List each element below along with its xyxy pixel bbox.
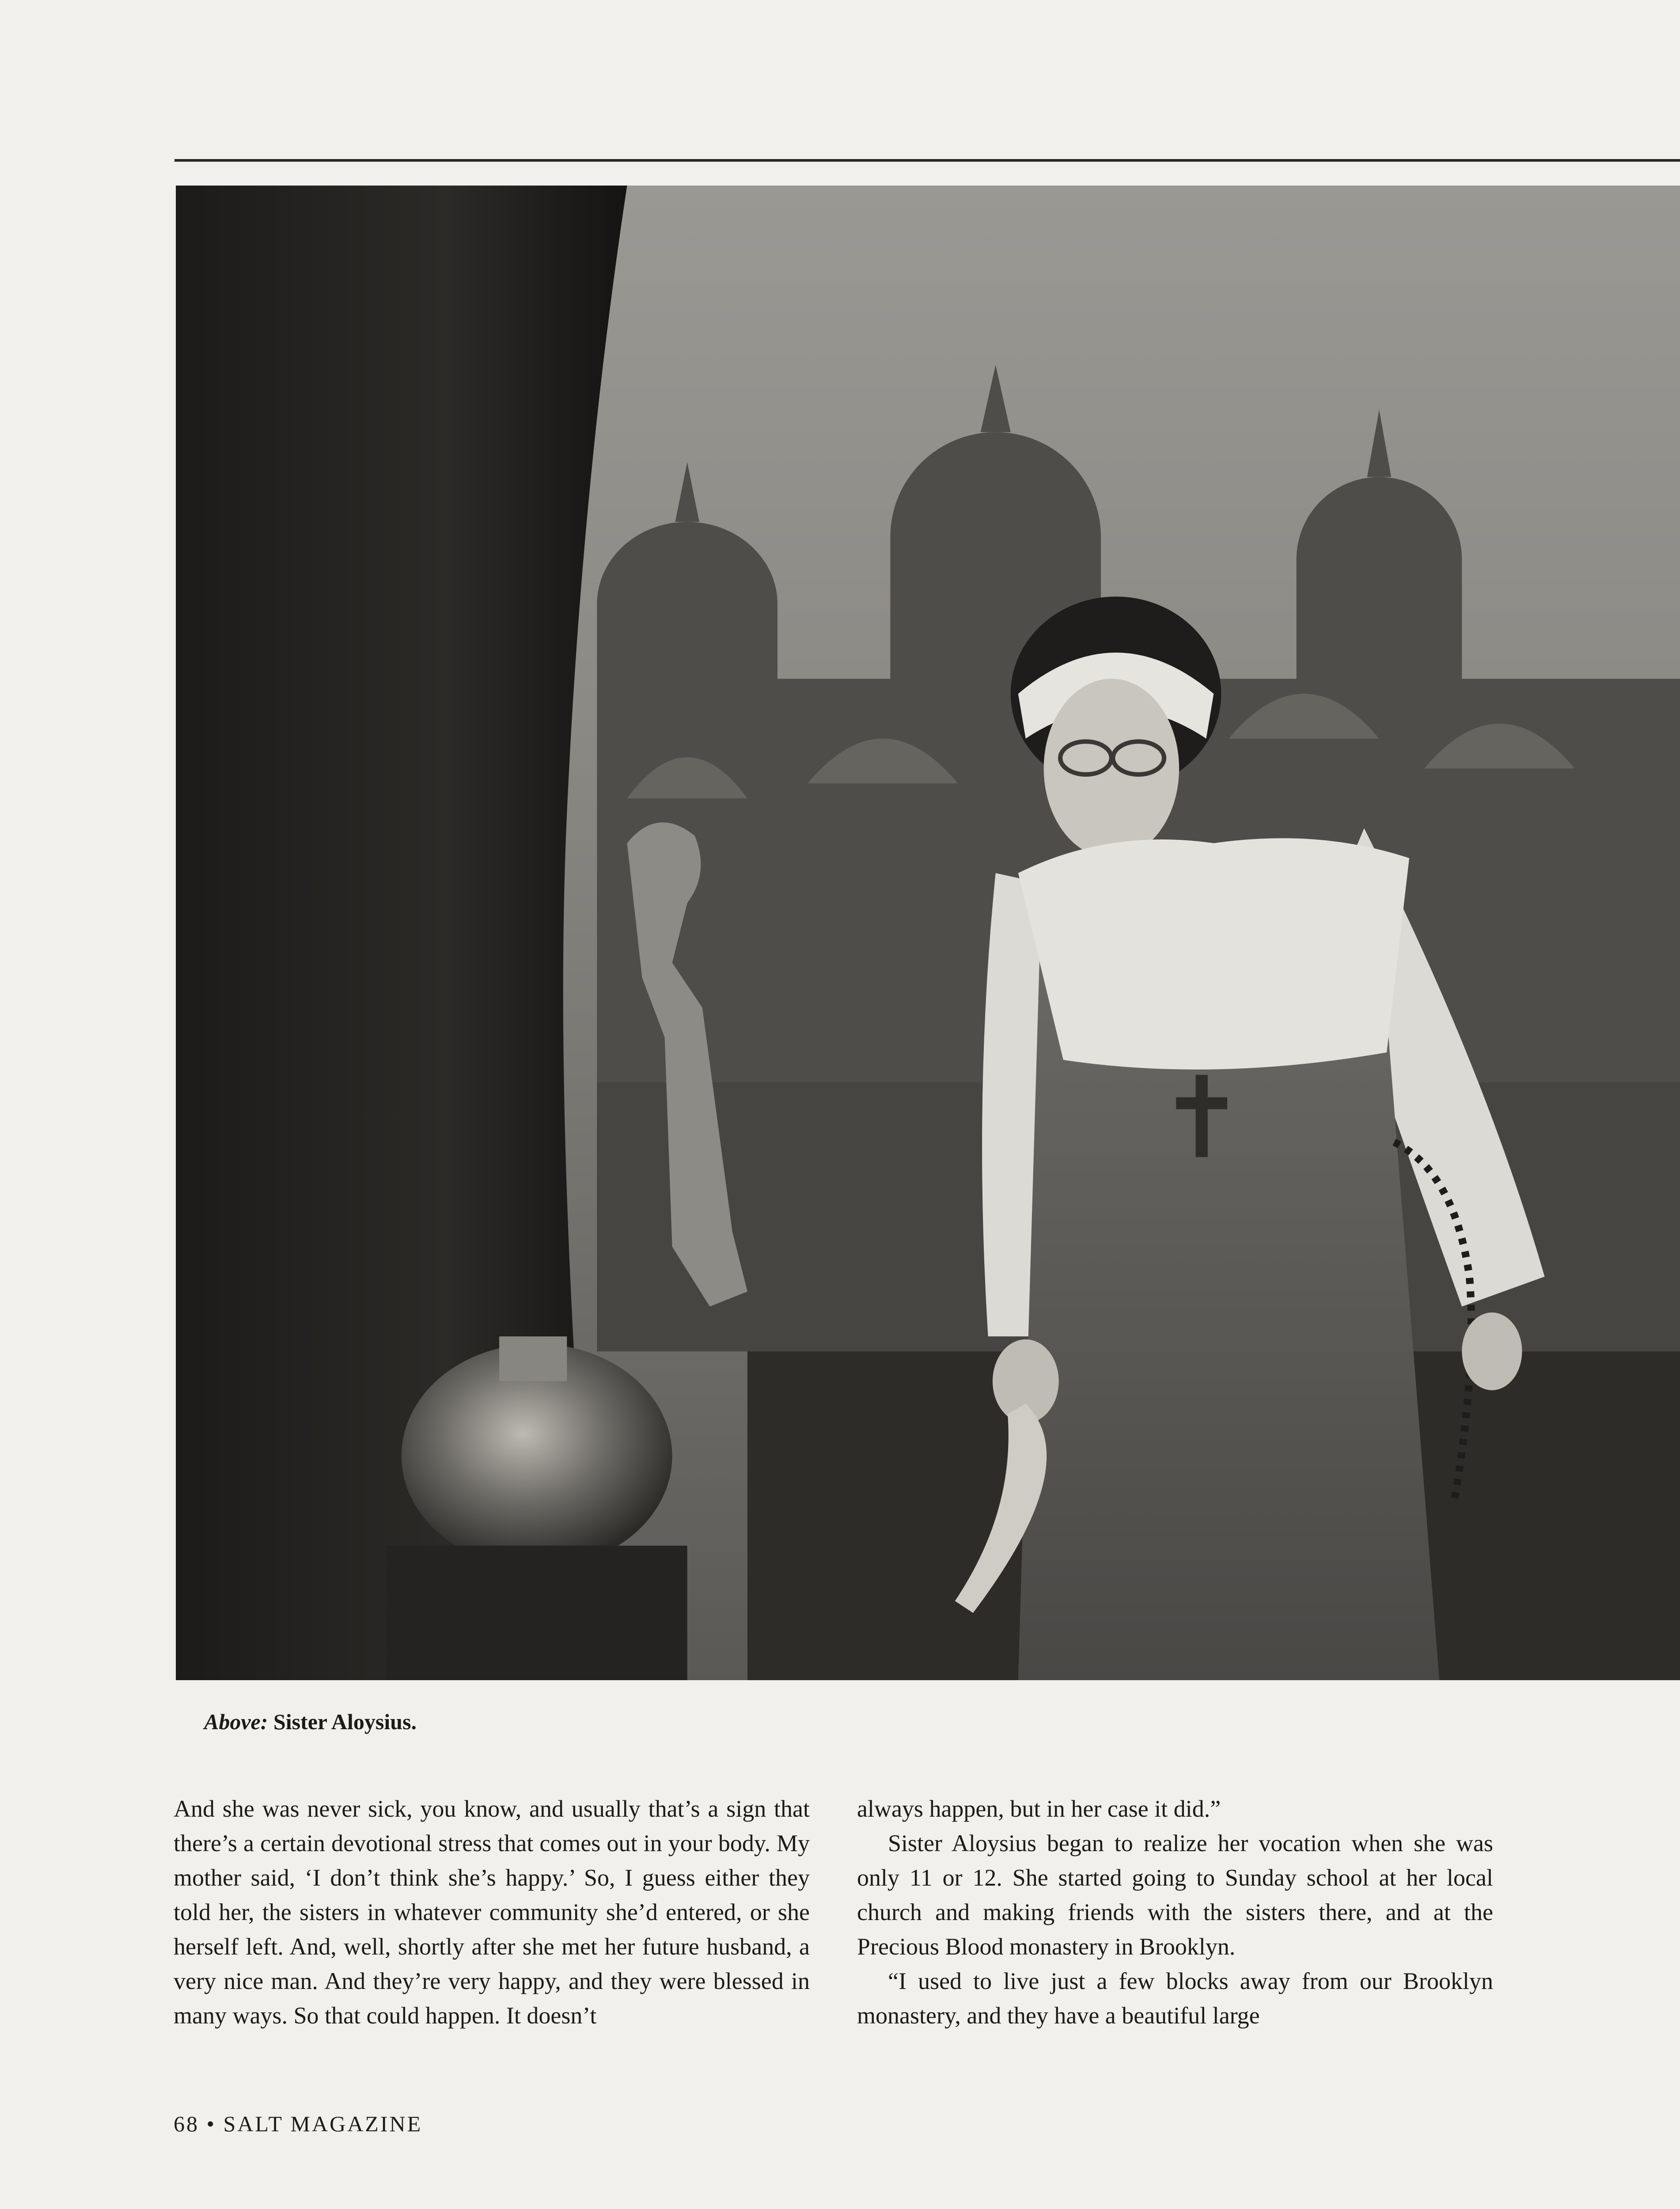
body-column-left bbox=[174, 1791, 810, 2033]
caption-text: Sister Aloysius. bbox=[268, 1709, 417, 1734]
caption-lead: Above: bbox=[204, 1709, 268, 1734]
photo-caption bbox=[204, 1709, 417, 1735]
body-paragraph: And she was never sick, you know, and usually that’s a sign that there’s a certain devotional stress that comes out in your body. My mother said, ‘I don’t think she’s happy.’ So, I guess either they told her, the sisters in whatever community she’d entered, or she herself left. And, well, shortly after she met her future husband, a very nice man. And they’re very happy, and they were blessed in many ways. So that could happen. It doesn’t bbox=[174, 1795, 810, 2029]
publication-name: SALT MAGAZINE bbox=[223, 2111, 423, 2136]
body-paragraph: Sister Aloysius began to realize her vocation when she was only 11 or 12. She started going to Sunday school at her local church and making friends with the sisters there, and at the Precious Blood monastery in Brooklyn. bbox=[857, 1830, 1493, 1960]
header-rule bbox=[174, 159, 1680, 162]
page-number: 68 bbox=[174, 2111, 199, 2136]
page-footer bbox=[174, 2111, 422, 2137]
body-column-right bbox=[857, 1791, 1493, 2033]
photo-sister-aloysius bbox=[176, 186, 1680, 1680]
body-paragraph: “I used to live just a few blocks away from our Brooklyn monastery, and they have a beautiful large bbox=[857, 1968, 1493, 2029]
photo-illustration bbox=[176, 186, 1680, 1680]
footer-separator: • bbox=[206, 2111, 216, 2136]
body-paragraph: always happen, but in her case it did.” bbox=[857, 1795, 1221, 1822]
